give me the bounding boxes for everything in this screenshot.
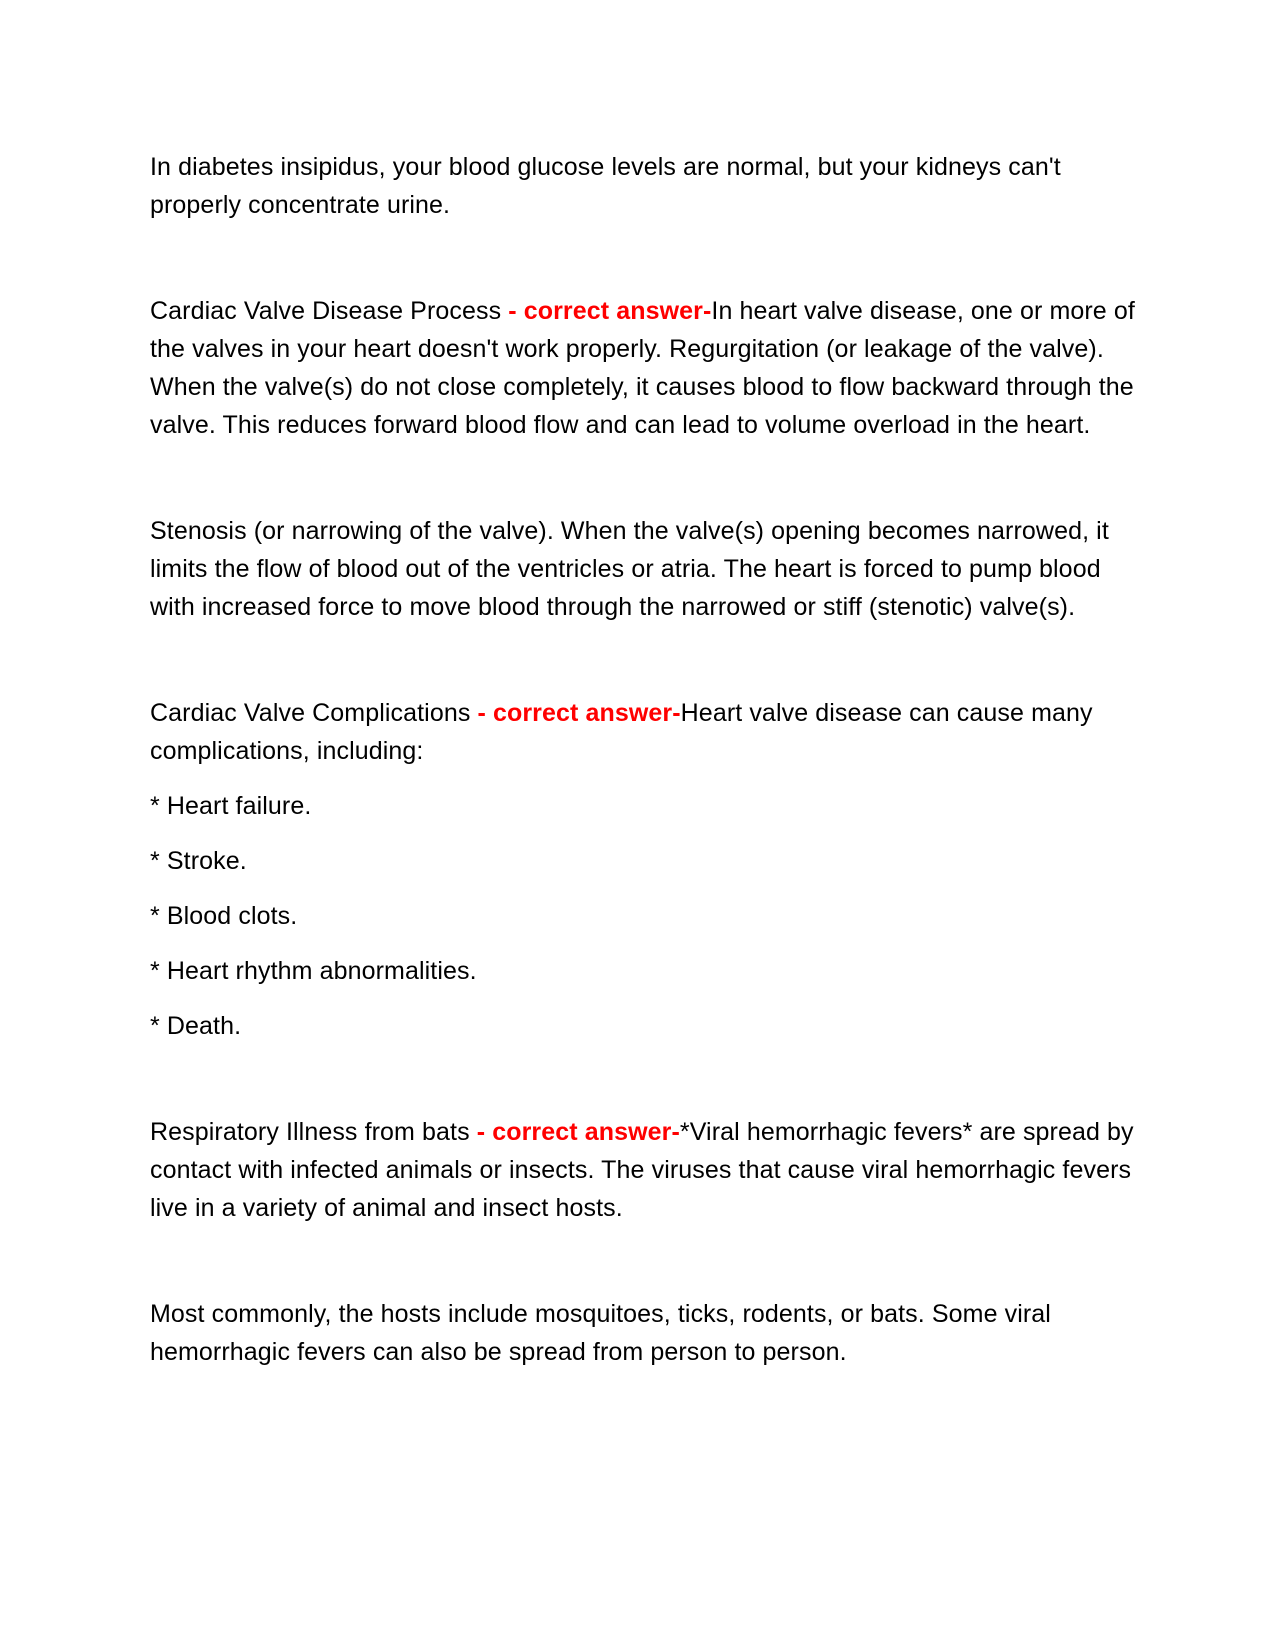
- qa-answer: Heart valve disease can cause many complications, including:: [150, 699, 1093, 765]
- qa-answer: *Viral hemorrhagic fevers* are spread by contact with infected animals or insects. The viruses that cause viral hemorrhagic fevers live in a variety of animal and insect hosts.: [150, 1118, 1134, 1222]
- qa-term: Respiratory Illness from bats: [150, 1118, 477, 1146]
- paragraph-gap: [150, 1227, 1140, 1295]
- paragraph-gap: [150, 1045, 1140, 1113]
- bullet-gap: [150, 990, 1140, 1007]
- list-item: * Heart rhythm abnormalities.: [150, 957, 477, 985]
- qa-cardiac-valve-disease-process: [150, 292, 1140, 444]
- list-item: * Death.: [150, 1012, 242, 1040]
- qa-cardiac-valve-complications: [150, 694, 1140, 770]
- paragraph-gap: [150, 224, 1140, 292]
- bullet-gap: [150, 935, 1140, 952]
- bullet-gap: [150, 770, 1140, 787]
- paragraph-gap: [150, 626, 1140, 694]
- list-item: * Heart failure.: [150, 792, 312, 820]
- correct-answer-marker: - correct answer-: [477, 699, 681, 727]
- qa-answer: In heart valve disease, one or more of the valves in your heart doesn't work properly. Regurgitation (or leakage of the valve). When the valve(s) do not close completely, it causes blood to flow backward through the valve. This reduces forward blood flow and can lead to volume overload in the heart.: [150, 297, 1135, 439]
- correct-answer-marker: - correct answer-: [508, 297, 712, 325]
- paragraph-hosts: Most commonly, the hosts include mosquitoes, ticks, rodents, or bats. Some viral hemorrhagic fevers can also be spread from person to person.: [150, 1300, 1051, 1366]
- document-page: [150, 148, 1140, 1371]
- paragraph-gap: [150, 444, 1140, 512]
- paragraph-diabetes-insipidus: In diabetes insipidus, your blood glucose levels are normal, but your kidneys can't properly concentrate urine.: [150, 153, 1061, 219]
- list-item: * Stroke.: [150, 847, 247, 875]
- qa-term: Cardiac Valve Complications: [150, 699, 478, 727]
- paragraph-stenosis: Stenosis (or narrowing of the valve). When the valve(s) opening becomes narrowed, it limits the flow of blood out of the ventricles or atria. The heart is forced to pump blood with increased force to move blood through the narrowed or stiff (stenotic) valve(s).: [150, 517, 1109, 621]
- list-item: * Blood clots.: [150, 902, 298, 930]
- bullet-gap: [150, 825, 1140, 842]
- bullet-gap: [150, 880, 1140, 897]
- qa-term: Cardiac Valve Disease Process: [150, 297, 509, 325]
- correct-answer-marker: - correct answer-: [476, 1118, 680, 1146]
- qa-respiratory-illness-from-bats: [150, 1113, 1140, 1227]
